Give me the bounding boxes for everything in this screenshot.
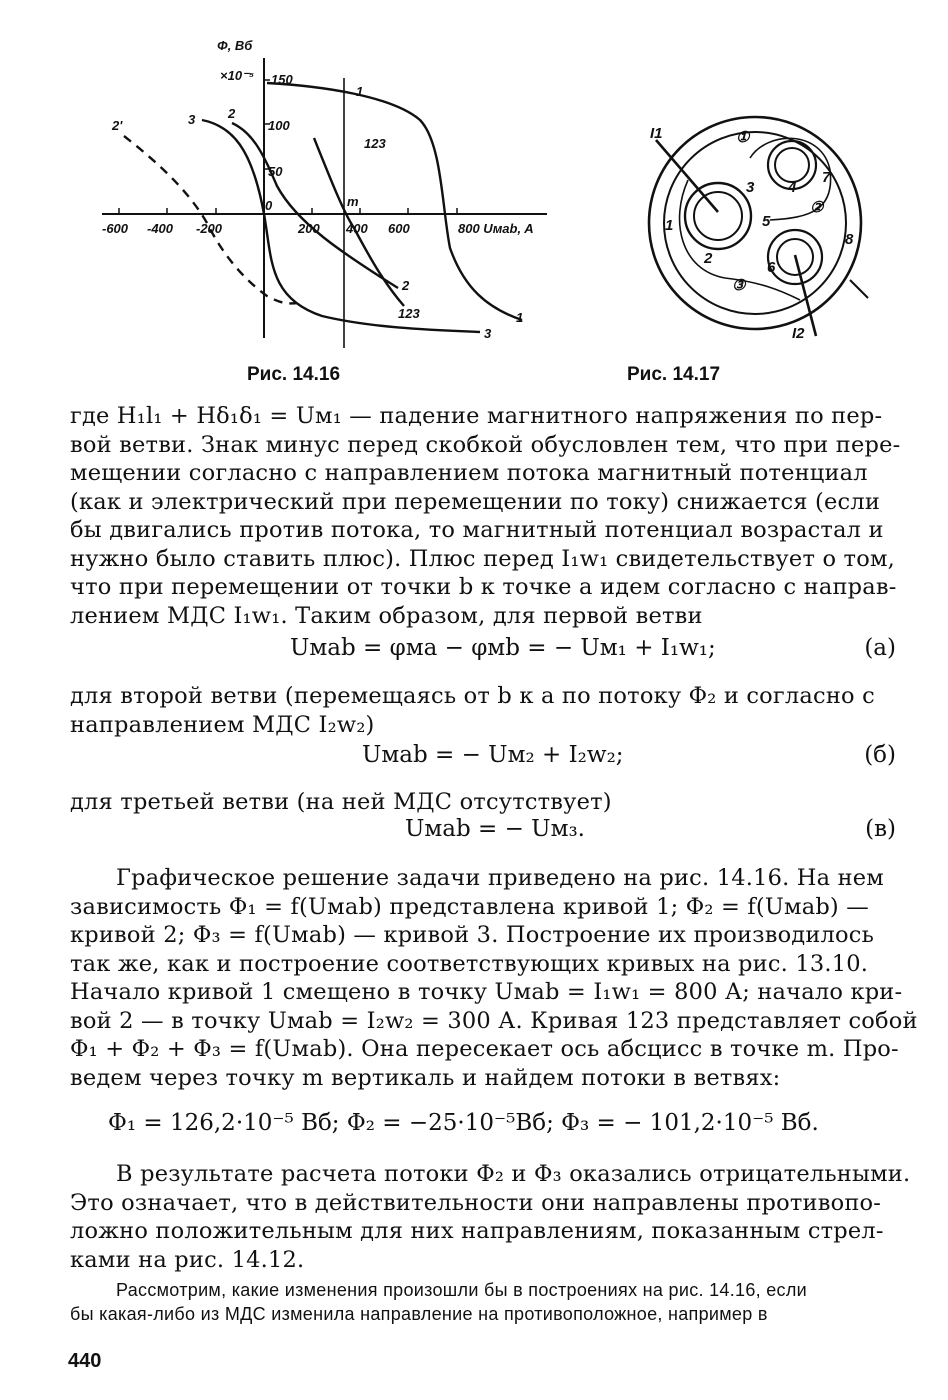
label-i1: I1: [650, 125, 663, 142]
paragraph-1: [70, 402, 901, 630]
text-line: вой ветви. Знак минус перед скобкой обусловлен тем, что при пере-: [70, 431, 901, 458]
y-tick-label: 50: [268, 164, 283, 179]
curve-label-1: 1: [356, 84, 364, 99]
text-line: направлением МДС I₂w₂): [70, 711, 375, 738]
label-4: 4: [788, 179, 797, 196]
equation-b-label: (б): [864, 742, 896, 768]
label-1: 1: [665, 217, 674, 234]
curve-label-2-prime: 2': [112, 118, 123, 133]
text-line: ложно положительным для них направлениям, показанным стрел-: [70, 1218, 884, 1244]
paragraph-6: [70, 1278, 896, 1326]
paragraph-4: [70, 864, 918, 1092]
point-m-label: m: [347, 194, 359, 209]
text-line: кривой 2; Φ₃ = f(Uмab) — кривой 3. Построение их производилось: [70, 922, 875, 948]
paragraph-2: [70, 682, 896, 739]
x-tick-label: 200: [298, 221, 320, 236]
current-i1-line: [656, 140, 718, 212]
text-line: бы двигались против потока, то магнитный потенциал возрастал и: [70, 517, 884, 543]
curve-label-123: 123: [364, 136, 386, 151]
label-8: 8: [845, 231, 854, 248]
label-5: 5: [762, 213, 771, 230]
text-line: мещении согласно с направлением потока магнитный потенциал: [70, 460, 868, 486]
current-i2-line: [795, 255, 816, 336]
label-7: 7: [822, 169, 831, 186]
label-6: 6: [767, 259, 776, 276]
curve-label-3-end: 3: [484, 326, 492, 341]
core-left-inner: [694, 192, 742, 240]
equation-b: Uмab = − Uм₂ + I₂w₂;: [362, 742, 624, 768]
outer-ring: [649, 117, 861, 329]
text-line: нужно было ставить плюс). Плюс перед I₁w₁ свидетельствует о том,: [70, 545, 895, 572]
curve-label-2-end: 2: [402, 278, 410, 293]
text-line: бы какая-либо из МДС изменила направление на противоположное, например в: [70, 1304, 768, 1324]
node-label-2: ②: [810, 199, 824, 216]
x-tick-label: -400: [147, 221, 174, 236]
label-2: 2: [704, 250, 713, 267]
x-tick-label: -200: [196, 221, 223, 236]
paragraph-5: [70, 1160, 911, 1274]
y-axis-label: Φ, Вб: [217, 38, 253, 53]
inner-ring: [664, 132, 846, 314]
text-line: ведем через точку m вертикаль и найдем потоки в ветвях:: [70, 1064, 781, 1091]
curve-label-1-end: 1: [516, 310, 524, 325]
text-line: В результате расчета потоки Φ₂ и Φ₃ оказались отрицательными.: [116, 1161, 911, 1187]
figure-14-16-caption: Рис. 14.16: [247, 364, 341, 385]
core-top-inner: [775, 148, 809, 182]
label-3: 3: [746, 179, 755, 196]
x-tick-label: 400: [346, 221, 368, 236]
x-axis-label: 800 Uмab, A: [458, 221, 534, 236]
text-line: Начало кривой 1 смещено в точку Uмab = I₁w₁ = 800 А; начало кри-: [70, 979, 903, 1005]
equation-flux: Φ₁ = 126,2·10⁻⁵ Вб; Φ₂ = −25·10⁻⁵Вб; Φ₃ = − 101,2·10⁻⁵ Вб.: [108, 1110, 819, 1136]
label-i2: I2: [792, 325, 805, 342]
text-line: так же, как и построение соответствующих кривых на рис. 13.10.: [70, 950, 869, 977]
curve-label-2: 2: [228, 106, 236, 121]
text-line: лением МДС I₁w₁. Таким образом, для первой ветви: [70, 602, 703, 629]
text-line: Рассмотрим, какие изменения произошли бы в построениях на рис. 14.16, если: [116, 1280, 808, 1300]
paragraph-3: [70, 788, 896, 817]
equation-v: Uмab = − Uм₃.: [405, 816, 585, 842]
text-line: что при перемещении от точки b к точке a идем согласно с направ-: [70, 574, 897, 600]
x-tick-label: -600: [102, 221, 129, 236]
equation-a: Uмab = φмa − φмb = − Uм₁ + I₁w₁;: [290, 635, 716, 661]
origin-label: 0: [265, 198, 273, 213]
text-line: где H₁l₁ + Hδ₁δ₁ = Uм₁ — падение магнитного напряжения по пер-: [70, 403, 883, 429]
text-line: Φ₁ + Φ₂ + Φ₃ = f(Uмab). Она пересекает ось абсцисс в точке m. Про-: [70, 1036, 899, 1062]
y-tick-label: 150: [271, 72, 293, 87]
node-label-3: ③: [732, 277, 746, 294]
node-label-1: ①: [736, 129, 750, 146]
y-axis-multiplier: ×10⁻⁵: [220, 68, 255, 83]
y-tick-label: 100: [268, 118, 290, 133]
figure-14-16: [92, 38, 552, 358]
text-line: зависимость Φ₁ = f(Uмab) представлена кривой 1; Φ₂ = f(Uмab) —: [70, 893, 869, 920]
text-line: ками на рис. 14.12.: [70, 1246, 305, 1273]
x-tick-label: 600: [388, 221, 410, 236]
curve-label-123-end: 123: [398, 306, 420, 321]
curve-3: [202, 120, 480, 332]
text-line: Графическое решение задачи приведено на рис. 14.16. На нем: [116, 865, 885, 891]
text-line: вой 2 — в точку Uмab = I₂w₂ = 300 А. Кривая 123 представляет собой: [70, 1007, 918, 1034]
page-number: 440: [68, 1350, 102, 1372]
figure-14-17: [630, 100, 875, 350]
ring-tick: [850, 280, 868, 298]
figure-14-17-caption: Рис. 14.17: [627, 364, 721, 385]
text-line: Это означает, что в действительности они направлены противопо-: [70, 1189, 882, 1216]
text-line: для второй ветви (перемещаясь от b к a по потоку Φ₂ и согласно с: [70, 683, 875, 709]
curve-label-3: 3: [188, 112, 196, 127]
equation-v-label: (в): [865, 816, 896, 842]
text-line: (как и электрический при перемещении по току) снижается (если: [70, 488, 881, 515]
text-line: для третьей ветви (на ней МДС отсутствует): [70, 789, 612, 815]
equation-a-label: (а): [864, 635, 896, 661]
curve-2-prime: [124, 136, 297, 303]
